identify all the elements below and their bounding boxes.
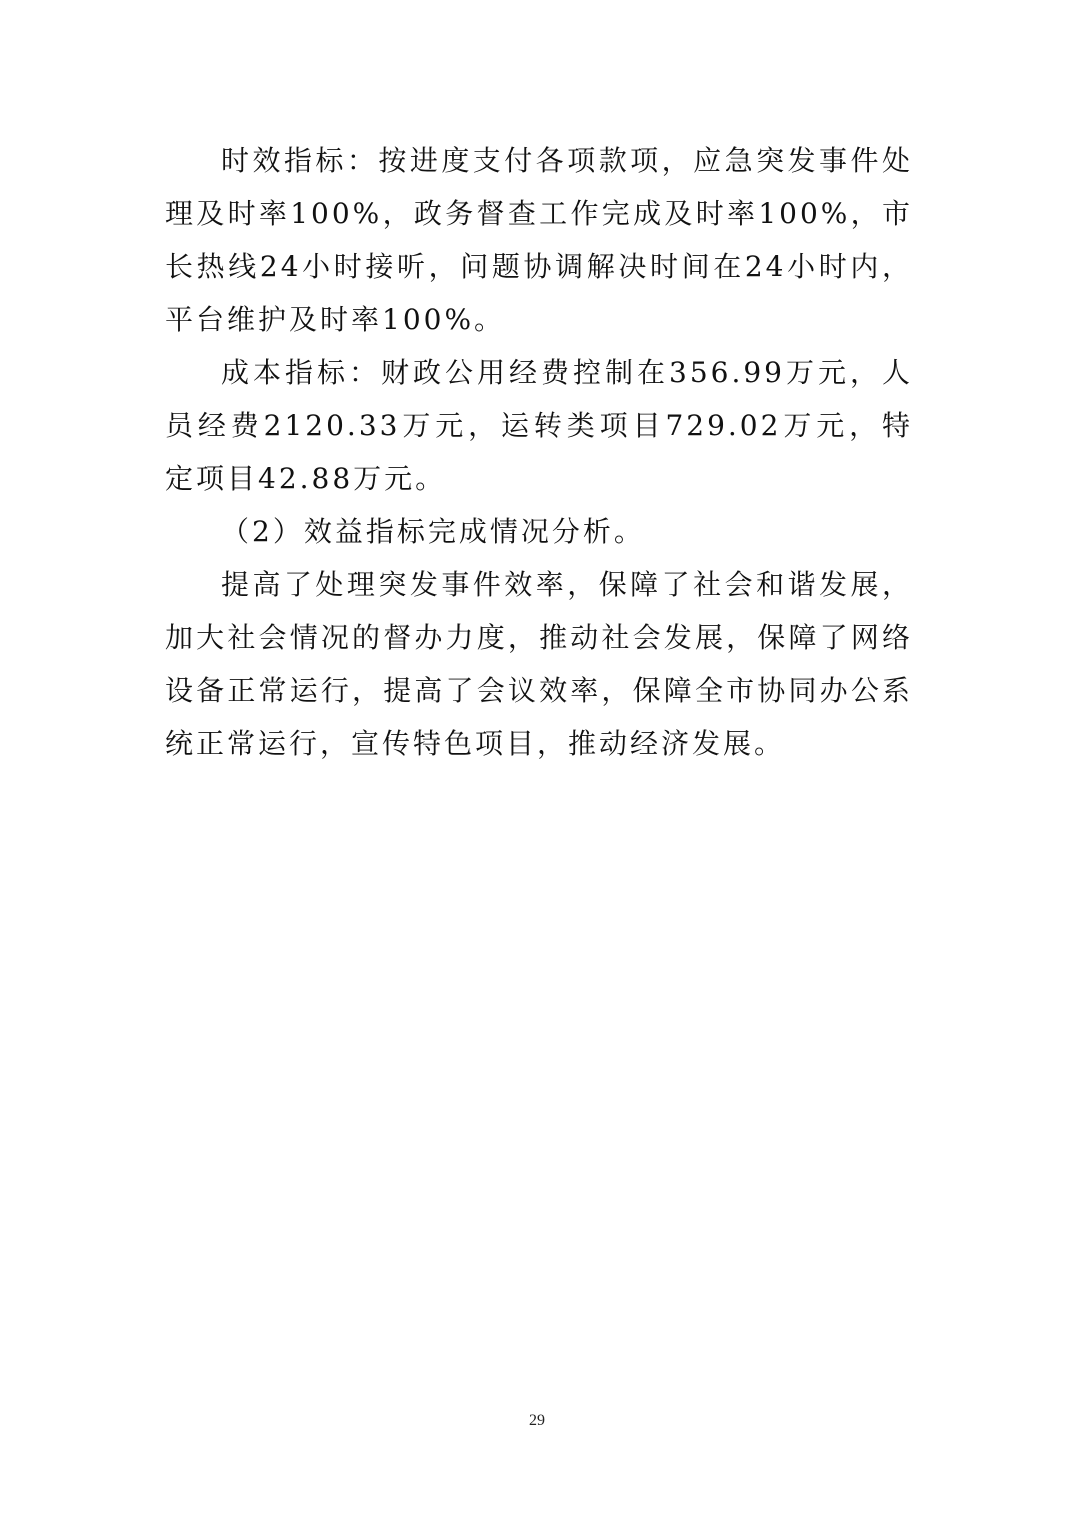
paragraph-timeliness-indicators: 时效指标：按进度支付各项款项，应急突发事件处理及时率100%，政务督查工作完成及时率100%，市长热线24小时接听，问题协调解决时间在24小时内，平台维护及时率100%。 bbox=[165, 144, 913, 336]
paragraph-benefit-analysis: 提高了处理突发事件效率，保障了社会和谐发展，加大社会情况的督办力度，推动社会发展，保障了网络设备正常运行，提高了会议效率，保障全市协同办公系统正常运行，宣传特色项目，推动经济发展。 bbox=[165, 568, 913, 760]
page-number: 29 bbox=[529, 1412, 545, 1429]
paragraph-cost-indicators: 成本指标：财政公用经费控制在356.99万元，人员经费2120.33万元，运转类项目729.02万元，特定项目42.88万元。 bbox=[165, 356, 913, 495]
section-heading-benefit-indicators: （2）效益指标完成情况分析。 bbox=[221, 515, 645, 548]
document-body bbox=[165, 134, 913, 770]
